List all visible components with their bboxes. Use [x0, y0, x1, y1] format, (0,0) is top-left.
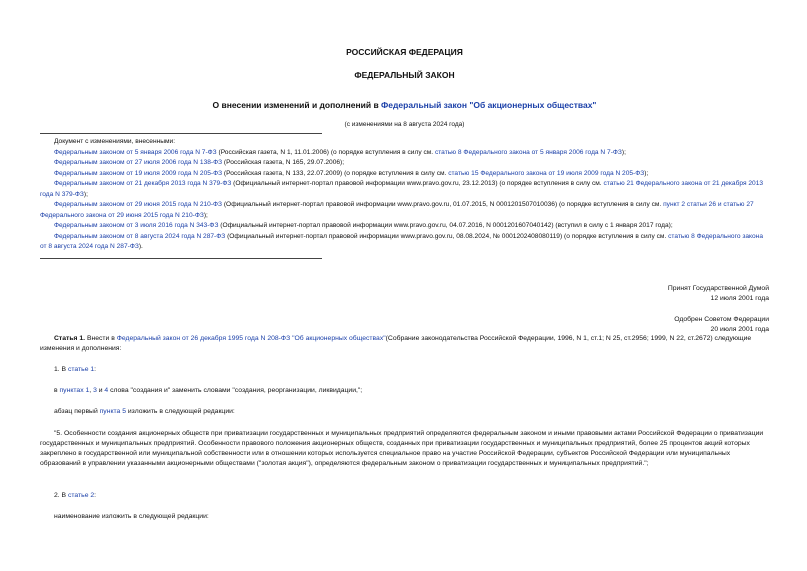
council-approval: Одобрен Советом Федерации 20 июля 2001 года	[674, 316, 769, 333]
change-item: Федеральным законом от 3 июля 2016 года N 343-ФЗ (Официальный интернет-портал правовой информации www.pravo.gov.ru, 04.07.2016, N 0001201607040142) (вступил в силу с 1 января 2017 года);	[54, 222, 673, 229]
document-page	[40, 0, 769, 571]
change-effect-link[interactable]: пункт 2 статьи 26 и статью 27 Федерального закона от 29 июня 2015 года N 210-ФЗ	[40, 201, 754, 219]
clause-5-new-text: "5. Особенности создания акционерных обществ при приватизации государственных и муниципальных предприятий определяются федеральным законом и иными правовыми актами Российской Федерации о приватизации государственных и муниципальных предприятий. Особенности правового положения акционерных обществ, созданных при приватизации государственных и муниципальных предприятий, более 25 процентов акций которых закреплено в государственной или муниципальной собственности или в отношении которых используется специальное право на участие Российской Федерации, субъектов Российской Федерации или муниципальных образований в управлении указанными акционерными обществами ("золотая акция"), определяются федеральным законом о приватизации государственных и муниципальных предприятий.";	[40, 430, 764, 467]
country-heading: РОССИЙСКАЯ ФЕДЕРАЦИЯ	[346, 47, 463, 57]
changes-list	[40, 137, 769, 253]
change-item: Федеральным законом от 5 января 2006 года N 7-ФЗ (Российская газета, N 1, 11.01.2006) (о порядке вступления в силу см. статью 8 Федерального закона от 5 января 2006 года N 7-ФЗ);	[54, 148, 626, 156]
revision-note: (с изменениями на 8 августа 2024 года)	[344, 121, 465, 128]
change-link[interactable]: Федеральным законом от 5 января 2006 года N 7-ФЗ	[54, 148, 217, 156]
bottom-divider	[40, 258, 322, 259]
clause-5-link[interactable]: пункта 5	[99, 408, 126, 415]
change-link[interactable]: Федеральным законом от 8 августа 2024 года N 287-ФЗ	[54, 232, 226, 240]
clause-3-link[interactable]: 3	[93, 387, 97, 394]
article-2-link[interactable]: статье 2	[67, 492, 95, 499]
clause-4-link[interactable]: 4	[104, 387, 109, 394]
article-1-paragraph: Статья 1. Внести в Федеральный закон от 26 декабря 1995 года N 208-ФЗ "Об акционерных обществах"(Собрание законодательства Российской Федерации, 1996, N 1, ст.1; N 25, ст.2956; 1999, N 22, ст.2672) следующие изменения и дополнения:	[40, 335, 752, 352]
change-link[interactable]: Федеральным законом от 27 июля 2006 года N 138-ФЗ	[54, 159, 223, 166]
law-title	[40, 100, 769, 110]
top-divider	[40, 133, 322, 134]
change-link[interactable]: Федеральным законом от 19 июля 2009 года N 205-ФЗ	[54, 169, 223, 177]
item-1-paragraph: 1. В статье 1:	[54, 366, 97, 373]
change-link[interactable]: Федеральным законом от 21 декабря 2013 года N 379-ФЗ	[54, 180, 232, 187]
change-link[interactable]: Федеральным законом от 29 июня 2015 года N 210-ФЗ	[54, 201, 223, 208]
changes-header: Документ с изменениями, внесенными:	[54, 138, 176, 145]
law-title-link[interactable]: Федеральный закон "Об акционерных обществах"	[381, 100, 597, 110]
base-law-link[interactable]: Федеральный закон от 26 декабря 1995 года N 208-ФЗ "Об акционерных обществах"	[116, 335, 386, 342]
replace-words-paragraph: в пунктах 1, 3 и 4 слова "создания и" заменить словами "создания, реорганизации, ликвидации,";	[54, 387, 363, 394]
change-effect-link[interactable]: статью 8 Федерального закона от 8 августа 2024 года N 287-ФЗ	[40, 232, 763, 250]
change-effect-link[interactable]: статью 8 Федерального закона от 5 января 2006 года N 7-ФЗ	[434, 148, 622, 156]
change-effect-link[interactable]: статью 15 Федерального закона от 19 июля 2009 года N 205-ФЗ	[448, 169, 645, 177]
first-paragraph-note: абзац первый пункта 5 изложить в следующей редакции:	[54, 408, 235, 415]
duma-adoption: Принят Государственной Думой 12 июля 2001 года	[667, 285, 769, 302]
item-2-paragraph: 2. В статье 2:	[54, 492, 97, 499]
change-item: Федеральным законом от 21 декабря 2013 года N 379-ФЗ (Официальный интернет-портал правовой информации www.pravo.gov.ru, 23.12.2013) (о порядке вступления в силу см. статью 21 Федерального закона от 21 декабря 2013 года N 379-ФЗ);	[40, 180, 764, 198]
change-item: Федеральным законом от 8 августа 2024 года N 287-ФЗ (Официальный интернет-портал правовой информации www.pravo.gov.ru, 08.08.2024, № 0001202408080119) (о порядке вступления в силу см. статью 8 Федерального закона от 8 августа 2024 года N 287-ФЗ).	[40, 232, 763, 250]
article-label: Статья 1.	[54, 335, 86, 342]
title-change-paragraph: наименование изложить в следующей редакции:	[54, 513, 209, 520]
change-effect-link[interactable]: статью 21 Федерального закона от 21 декабря 2013 года N 379-ФЗ	[40, 180, 764, 198]
law-title-prefix: О внесении изменений и дополнений в	[212, 100, 382, 110]
law-kind-heading: ФЕДЕРАЛЬНЫЙ ЗАКОН	[354, 70, 455, 80]
change-item: Федеральным законом от 19 июля 2009 года N 205-ФЗ (Российская газета, N 133, 22.07.2009) (о порядке вступления в силу см. статью 15 Федерального закона от 19 июля 2009 года N 205-ФЗ);	[54, 169, 649, 177]
change-item: Федеральным законом от 29 июня 2015 года N 210-ФЗ (Официальный интернет-портал правовой информации www.pravo.gov.ru, 01.07.2015, N 0001201507010036) (о порядке вступления в силу см. пункт 2 статьи 26 и статью 27 Федерального закона от 29 июня 2015 года N 210-ФЗ);	[40, 201, 754, 219]
change-link[interactable]: Федеральным законом от 3 июля 2016 года N 343-ФЗ	[54, 222, 219, 229]
change-item: Федеральным законом от 27 июля 2006 года N 138-ФЗ (Российская газета, N 165, 29.07.2006);	[54, 159, 345, 166]
article-1-link[interactable]: статье 1	[67, 366, 95, 373]
clause-1-link[interactable]: пунктах 1	[59, 387, 90, 394]
